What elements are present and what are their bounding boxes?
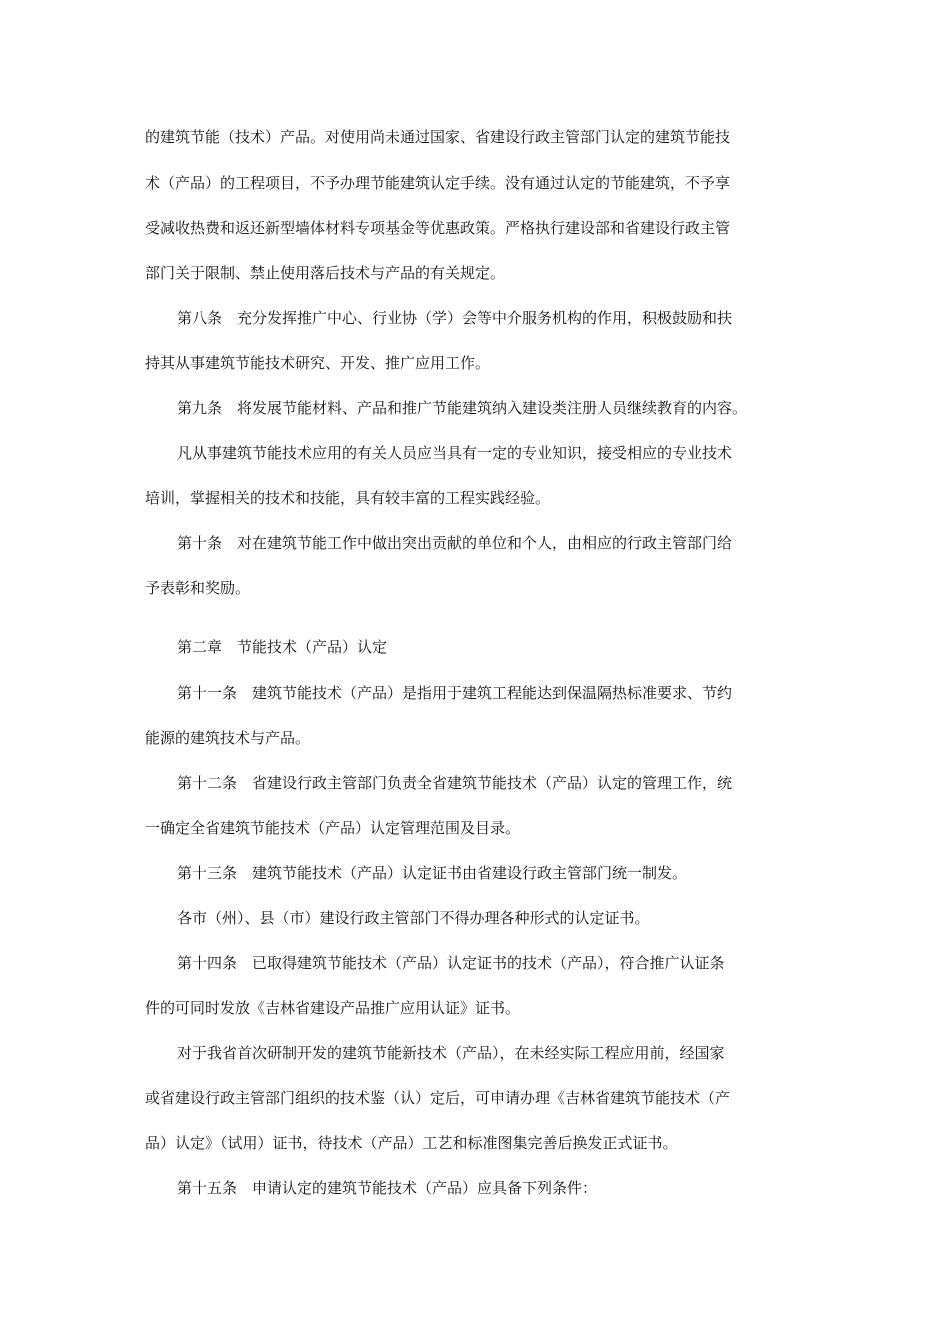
paragraph-line: 凡从事建筑节能技术应用的有关人员应当具有一定的专业知识，接受相应的专业技术 <box>177 444 733 462</box>
paragraph-line: 一确定全省建筑节能技术（产品）认定管理范围及目录。 <box>145 819 521 837</box>
chapter-heading: 第二章 节能技术（产品）认定 <box>177 638 388 656</box>
paragraph-line: 术（产品）的工程项目，不予办理节能建筑认定手续。没有通过认定的节能建筑，不予享 <box>145 174 731 192</box>
paragraph-line: 能源的建筑技术与产品。 <box>145 729 311 747</box>
paragraph-line: 对于我省首次研制开发的建筑节能新技术（产品），在未经实际工程应用前，经国家 <box>177 1044 725 1062</box>
article-11-line: 第十一条 建筑节能技术（产品）是指用于建筑工程能达到保温隔热标准要求、节约 <box>177 684 733 702</box>
article-15-line: 第十五条 申请认定的建筑节能技术（产品）应具备下列条件： <box>177 1179 598 1197</box>
paragraph-line: 培训，掌握相关的技术和技能，具有较丰富的工程实践经验。 <box>145 489 551 507</box>
article-10-line: 第十条 对在建筑节能工作中做出突出贡献的单位和个人，由相应的行政主管部门给 <box>177 534 733 552</box>
article-9-line: 第九条 将发展节能材料、产品和推广节能建筑纳入建设类注册人员继续教育的内容。 <box>177 399 748 417</box>
article-12-line: 第十二条 省建设行政主管部门负责全省建筑节能技术（产品）认定的管理工作，统 <box>177 774 733 792</box>
article-13-line: 第十三条 建筑节能技术（产品）认定证书由省建设行政主管部门统一制发。 <box>177 864 688 882</box>
paragraph-line: 予表彰和奖励。 <box>145 579 251 597</box>
paragraph-line: 或省建设行政主管部门组织的技术鉴（认）定后，可申请办理《吉林省建筑节能技术（产 <box>145 1089 731 1107</box>
paragraph-line: 持其从事建筑节能技术研究、开发、推广应用工作。 <box>145 354 491 372</box>
article-14-line: 第十四条 已取得建筑节能技术（产品）认定证书的技术（产品），符合推广认证条 <box>177 954 725 972</box>
paragraph-line: 的建筑节能（技术）产品。对使用尚未通过国家、省建设行政主管部门认定的建筑节能技 <box>145 128 731 146</box>
paragraph-line: 受减收热费和返还新型墙体材料专项基金等优惠政策。严格执行建设部和省建设行政主管 <box>145 219 731 237</box>
paragraph-line: 部门关于限制、禁止使用落后技术与产品的有关规定。 <box>145 264 506 282</box>
paragraph-line: 品）认定》（试用）证书，待技术（产品）工艺和标准图集完善后换发正式证书。 <box>145 1134 678 1152</box>
paragraph-line: 各市（州）、县（市）建设行政主管部门不得办理各种形式的认定证书。 <box>177 909 650 927</box>
paragraph-line: 件的可同时发放《吉林省建设产品推广应用认证》证书。 <box>145 999 521 1017</box>
article-8-line: 第八条 充分发挥推广中心、行业协（学）会等中介服务机构的作用，积极鼓励和扶 <box>177 309 733 327</box>
